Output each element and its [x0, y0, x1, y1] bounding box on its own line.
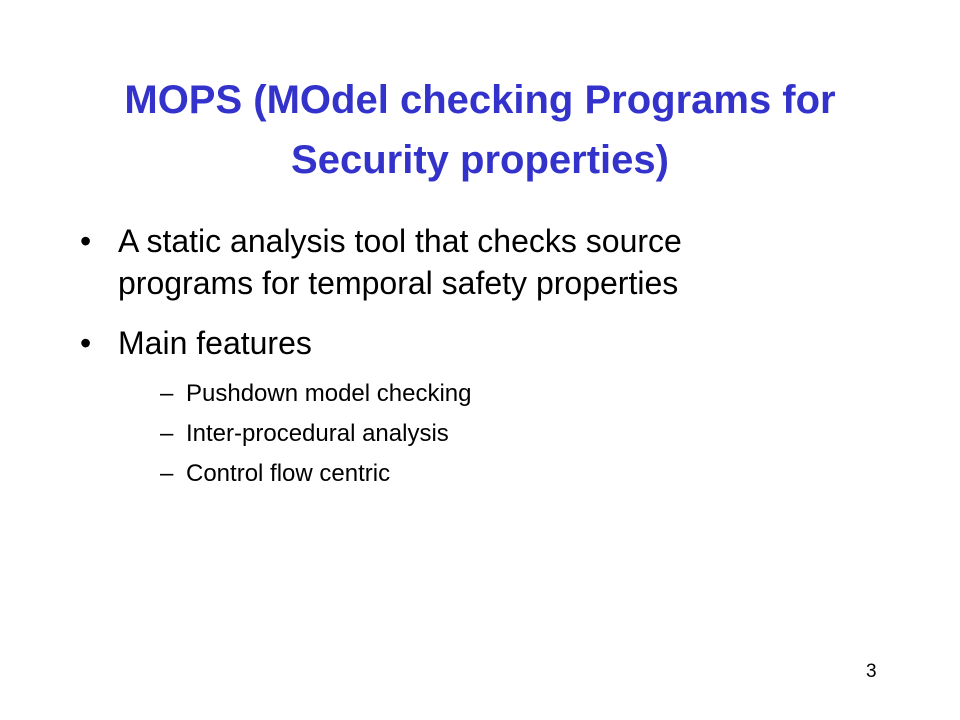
- sub-bullet-text: Control flow centric: [186, 460, 391, 487]
- dash-marker: –: [160, 420, 174, 447]
- slide-title: [60, 70, 900, 190]
- slide-body: [80, 220, 900, 494]
- bullet-text-line-2: programs for temporal safety properties: [118, 265, 679, 301]
- title-line-2: Security properties): [291, 138, 669, 182]
- bullet-item: [80, 322, 900, 364]
- bullet-text-line-1: A static analysis tool that checks source: [118, 223, 682, 259]
- bullet-marker: •: [80, 223, 92, 259]
- sub-bullet-text: Pushdown model checking: [186, 380, 472, 407]
- bullet-text: Main features: [118, 325, 312, 361]
- bullet-marker: •: [80, 325, 92, 361]
- sub-bullet-text: Inter-procedural analysis: [186, 420, 449, 447]
- sub-bullet-item: [160, 454, 900, 494]
- dash-marker: –: [160, 380, 174, 407]
- page-number: 3: [866, 661, 877, 682]
- dash-marker: –: [160, 460, 174, 487]
- sub-bullet-list: [80, 374, 900, 494]
- sub-bullet-item: [160, 374, 900, 414]
- sub-bullet-item: [160, 414, 900, 454]
- title-line-1: MOPS (MOdel checking Programs for: [124, 78, 836, 122]
- bullet-item: [80, 220, 900, 304]
